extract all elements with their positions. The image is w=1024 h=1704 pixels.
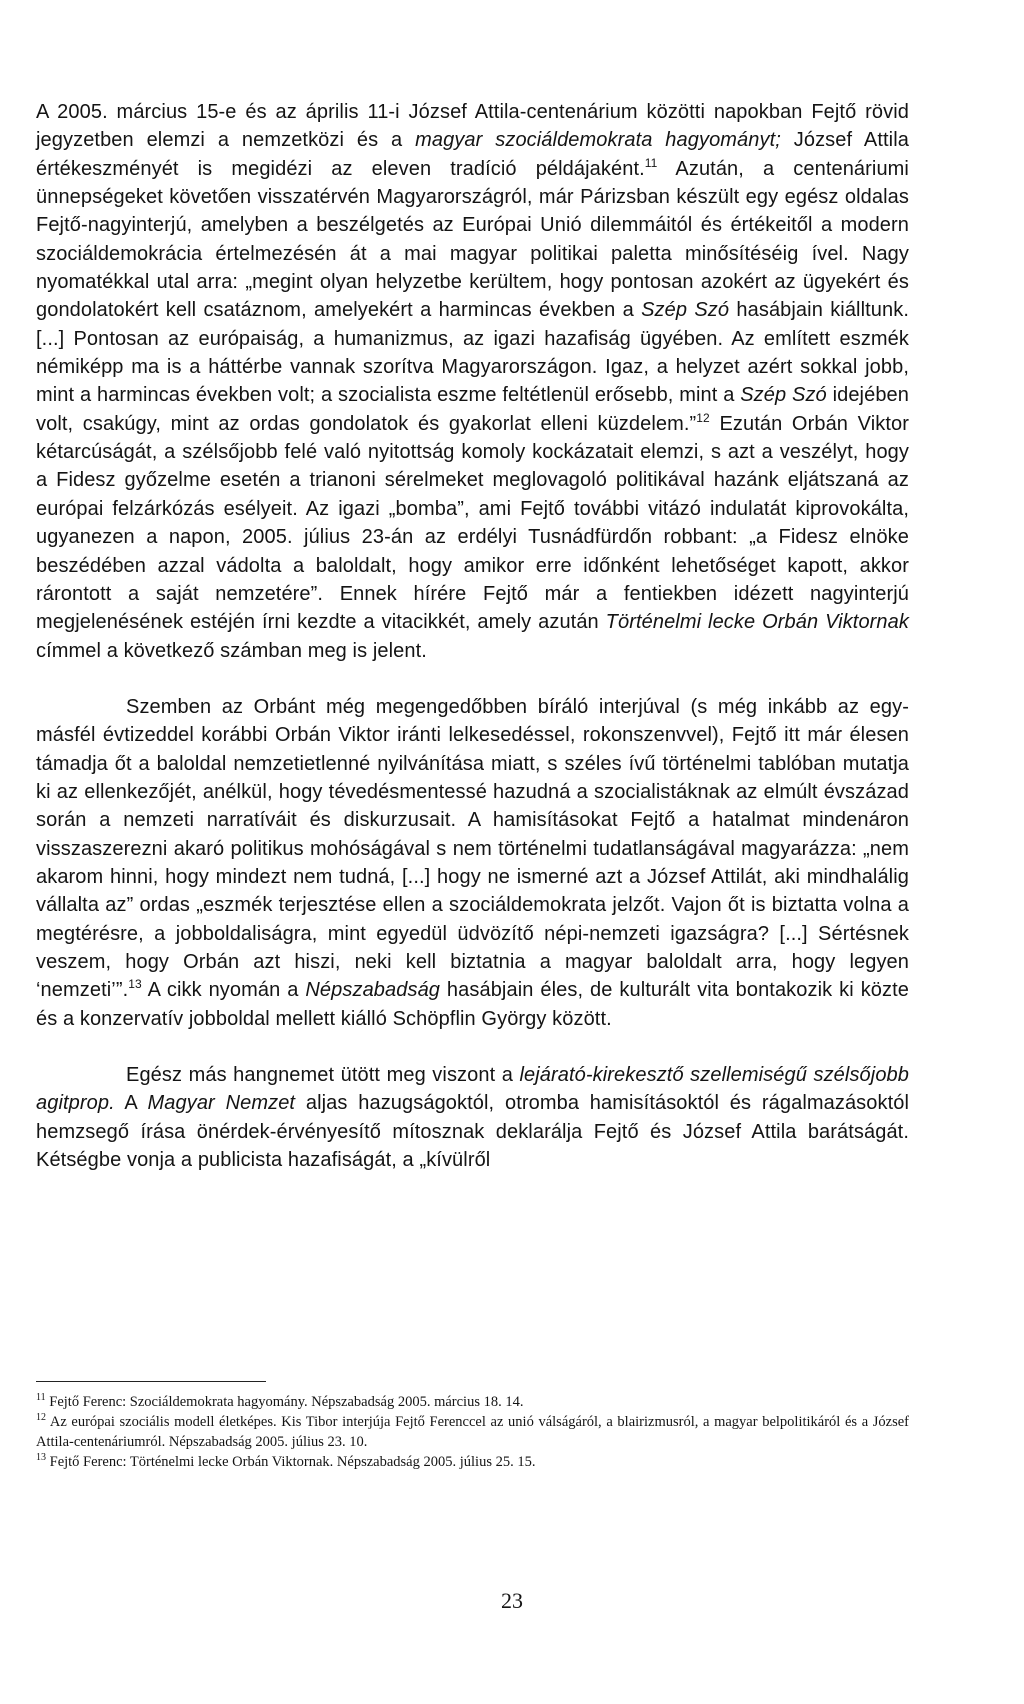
italic-text: magyar szociáldemokrata hagyományt; [415, 129, 781, 152]
italic-text: lejárató-kirekesztő szellemiségű szélsőjobb agitprop. [36, 1064, 909, 1115]
footnote-ref-12: 12 [696, 410, 710, 425]
text-run: aljas hazugságoktól, otromba hamisításoktól és rágalmazásoktól hemzsegő írása önérdek-érvényesítő mítosznak deklarálja Fejtő és József Attila barátságát. Kétségbe vonja a publicista hazafiságát, a „kívülről [36, 1092, 910, 1172]
italic-text: Népszabadság [305, 979, 441, 1002]
text-run: József Attila értékeszményét is megidézi az eleven tradíció példájaként. [36, 129, 909, 180]
italic-text: Történelmi lecke Orbán Viktornak [605, 611, 909, 634]
footnote-12 [36, 1412, 909, 1452]
italic-text: Szép Szó [740, 384, 827, 407]
text-run: címmel a következő számban meg is jelent. [36, 639, 427, 662]
footnote-text: Fejtő Ferenc: Történelmi lecke Orbán Viktornak. Népszabadság 2005. július 25. 15. [49, 1454, 536, 1470]
text-run: Egész más hangnemet ütött meg viszont a [126, 1064, 520, 1086]
footnote-13 [36, 1452, 909, 1472]
text-run: hasábjain éles, de kulturált vita bontakozik ki közte és a konzervatív jobboldal mellett kiálló Schöpflin György között. [36, 979, 910, 1030]
italic-text: Szép Szó [641, 299, 730, 322]
text-run: A 2005. március 15-e és az április 11-i József Attila-centenárium közötti napokban Fejtő rövid jegyzetben elemzi a nemzetközi és a [36, 101, 909, 152]
footnote-ref-11: 11 [644, 155, 658, 170]
footnote-number: 11 [36, 1392, 46, 1403]
footnote-text: Fejtő Ferenc: Szociáldemokrata hagyomány. Népszabadság 2005. március 18. 14. [49, 1394, 524, 1410]
footnote-number: 12 [36, 1412, 46, 1423]
text-run: idejében volt, csakúgy, mint az ordas gondolatok és gyakorlat elleni küzdelem.” [36, 384, 909, 435]
text-run: Azután, a centenáriumi ünnepségeket követően visszatérvén Magyarországról, már Párizsban készült egy egész oldalas Fejtő-nagyinterjú, amelyben a beszélgetés az Európai Unió dilemmáitól és értékeitől a modern szociáldemokrácia értelmezésén át a mai magyar politikai paletta minősítéséig ível. Nagy nyomatékkal utal arra: „megint olyan helyzetbe kerültem, hogy pontosan azokért az ügyekért és gondolatokért kell csatáznom, amelyekért a harmincas években a [36, 157, 909, 322]
footnote-text: Az európai szociális modell életképes. Kis Tibor interjúja Fejtő Ferenccel az unió válságáról, a blairizmusról, a magyar belpolitikáról és a József Attila-centenáriumról. Népszabadság 2005. július 23. 10. [36, 1414, 910, 1450]
footnote-11 [36, 1392, 909, 1412]
page-body [36, 98, 909, 1174]
footnote-number: 13 [36, 1452, 46, 1463]
footnote-ref-13: 13 [128, 977, 142, 992]
footnote-separator [36, 1381, 266, 1382]
text-run: A [114, 1092, 148, 1115]
paragraph-1 [36, 98, 909, 665]
text-run: Ezután Orbán Viktor kétarcúságát, a szélsőjobb felé való nyitottság komoly kockázatait elemzi, s azt a veszélyt, hogy a Fidesz győzelme esetén a trianoni sérelmeket meglovagoló politikával hazánk eljátszaná az európai felzárkózás esélyeit. Az igazi „bomba”, ami Fejtő további vitázó indulatát kiprovokálta, ugyanezen a napon, 2005. július 23-án az erdélyi Tusnádfürdőn robbant: „a Fidesz elnöke beszédében azzal vádolta a baloldalt, hogy amikor erre időnként lehetőséget kapott, akkor rárontott a saját nemzetére”. Ennek hírére Fejtő már a fentiekben idézett nagyinterjú megjelenésének estéjén írni kezdte a vitacikkét, amely azután [36, 412, 909, 634]
footnotes [36, 1392, 909, 1472]
italic-text: Magyar Nemzet [147, 1092, 296, 1115]
text-run: A cikk nyomán a [141, 979, 306, 1002]
page-number: 23 [501, 1588, 523, 1613]
paragraph-2 [36, 693, 909, 1033]
paragraph-3 [36, 1061, 909, 1174]
text-run: Szemben az Orbánt még megengedőbben bíráló interjúval (s még inkább az egy-másfél évtizeddel korábbi Orbán Viktor iránti lelkesedéssel, rokonszenvvel), Fejtő itt már élesen támadja őt a baloldal nemzetietlenné nyilvánítása miatt, s széles ívű történelmi tablóban mutatja ki az ellenkezőjét, anélkül, hogy tévedésmentessé hazudná a szocialistáknak az elmúlt évszázad során a nemzeti narratíváit és diskurzusait. A hamisításokat Fejtő a hatalmat mindenáron visszaszerezni akaró politikus mohóságával s nem történelmi tudatlanságával magyarázza: „nem akarom hinni, hogy mindezt nem tudná, [...] hogy ne ismerné azt a József Attilát, aki mindhalálig vállalta az” ordas „eszmék terjesztése ellen a szociáldemokrata jelzőt. Vajon őt is biztatta volna a megtérésre, a jobboldaliságra, mint egyedül üdvözítő népi-nemzeti igazságra? [...] Sértésnek veszem, hogy Orbán azt hiszi, neki kell biztatnia a magyar baloldalt arra, hogy legyen ‘nemzeti’”. [36, 695, 909, 1002]
text-run: hasábjain kiálltunk. [...] Pontosan az európaiság, a humanizmus, az igazi hazafiság ügyében. Az említett eszmék némiképp ma is a háttérbe vannak szorítva Magyarországon. Igaz, a helyzet azért sokkal jobb, mint a harmincas években volt; a szocialista eszme feltétlenül erősebb, mint a [36, 299, 910, 407]
